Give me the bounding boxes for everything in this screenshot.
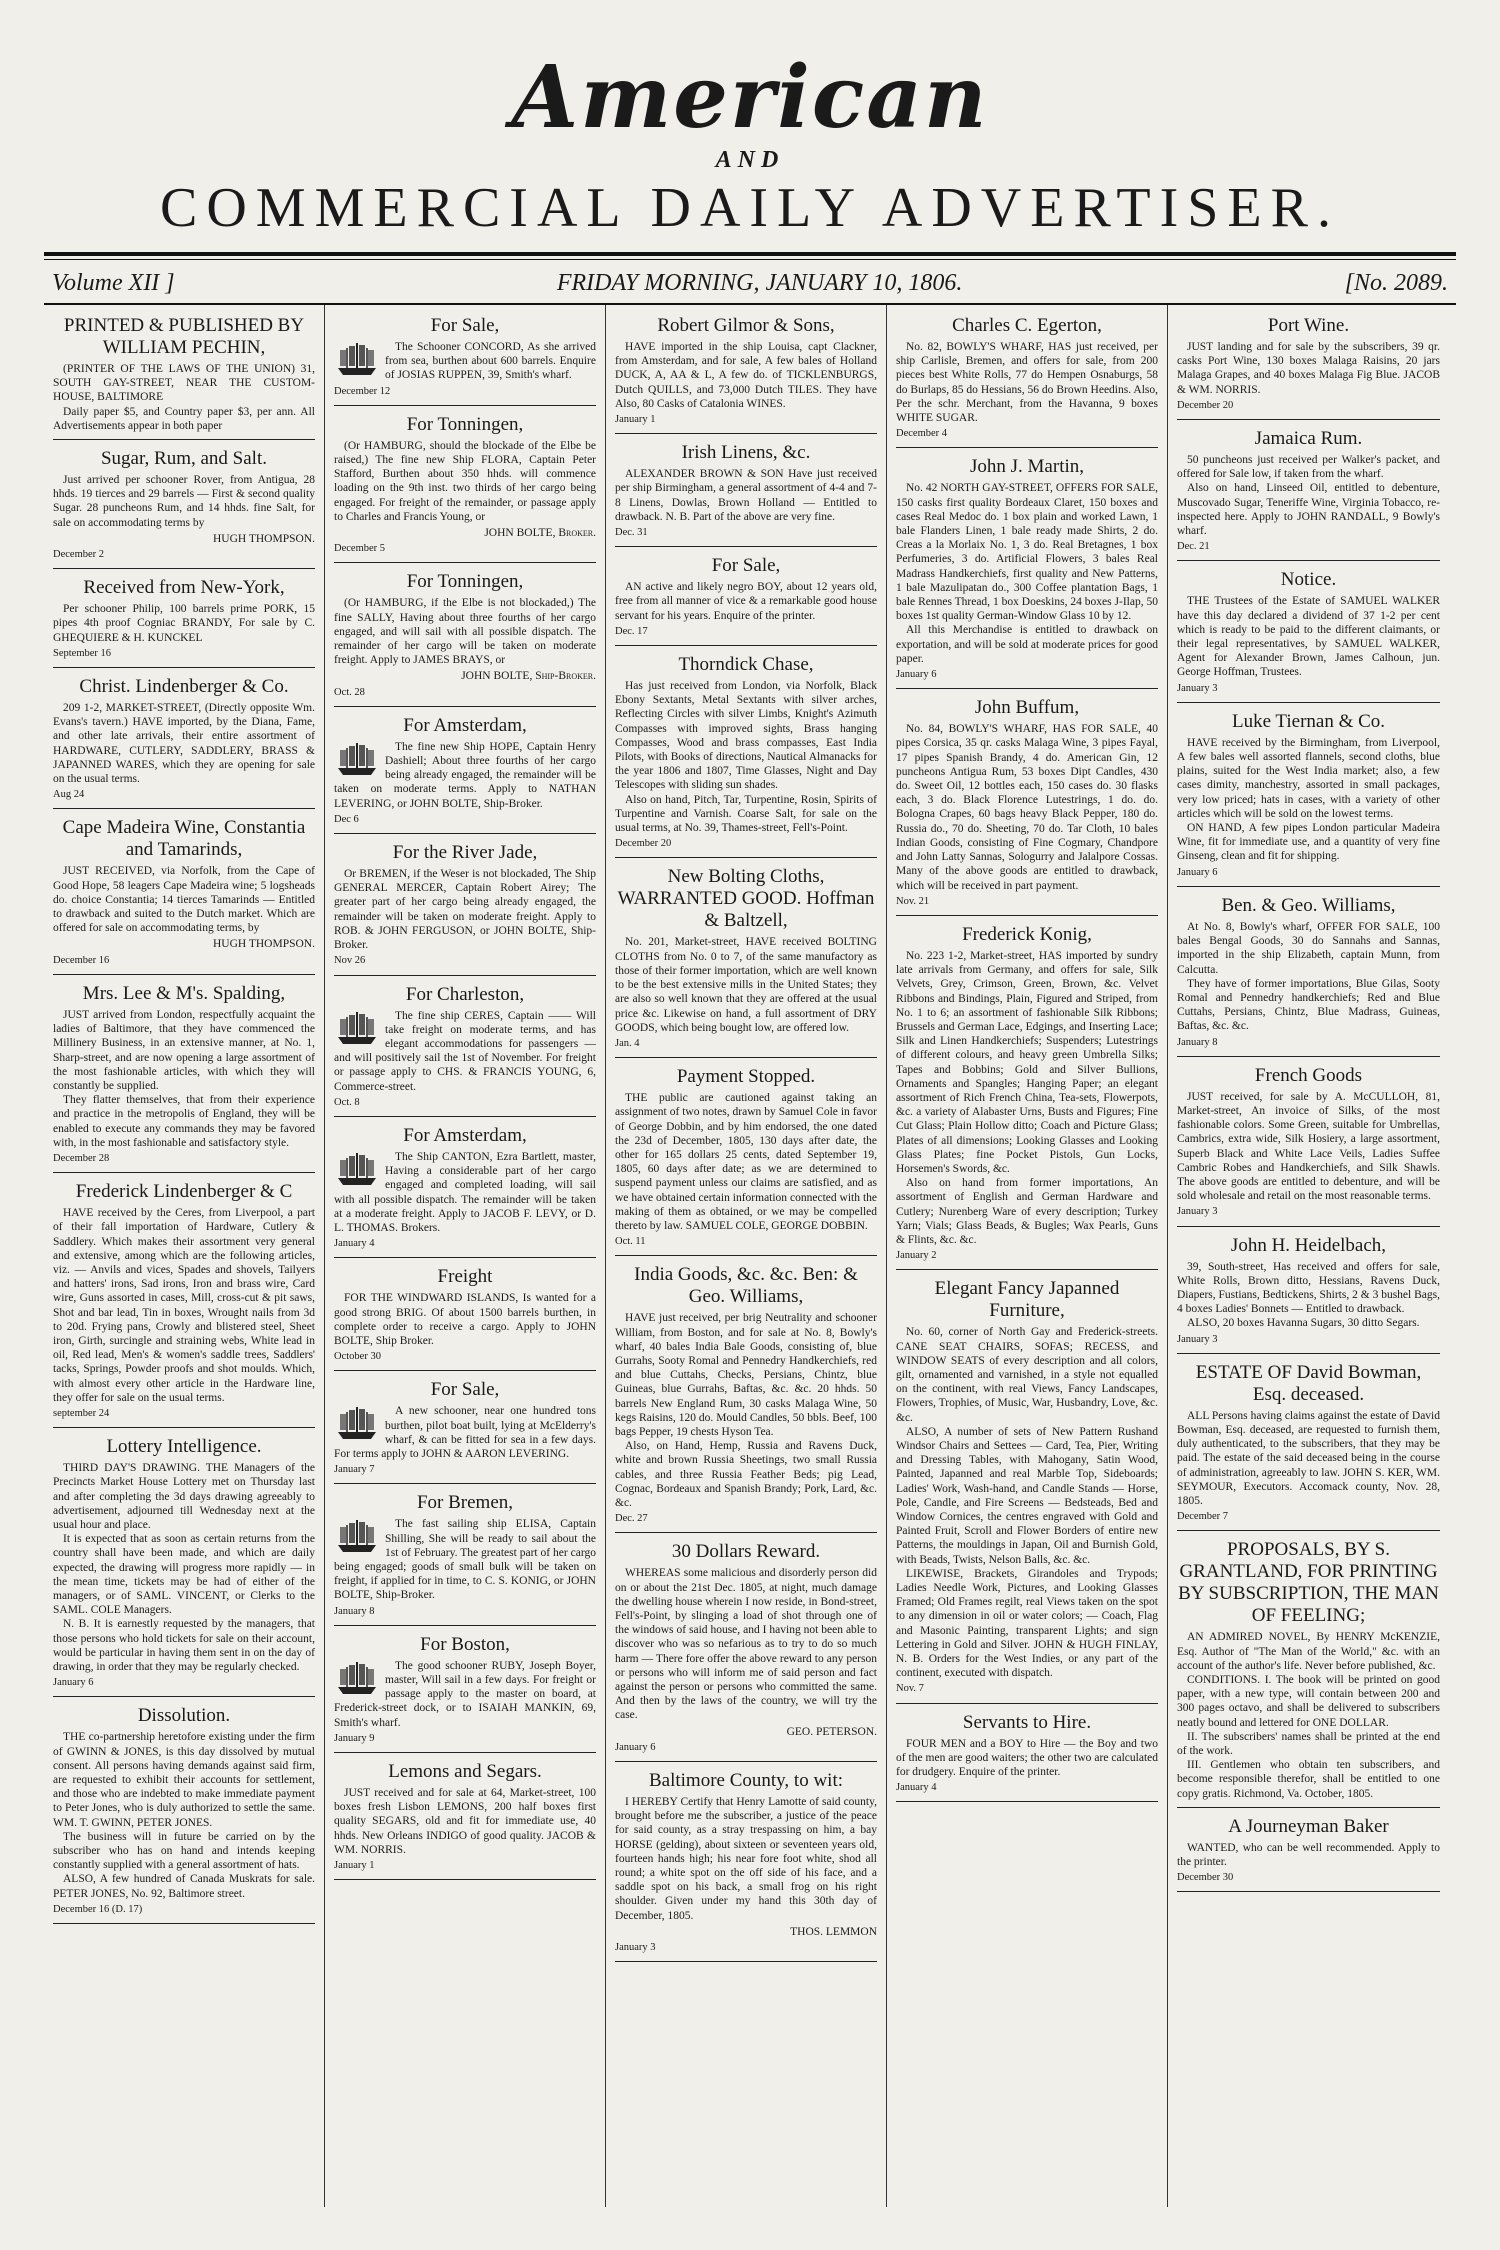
ad-date: Dec 6 (334, 813, 359, 825)
ad-paragraph: ALL Persons having claims against the estate of David Bowman, Esq. deceased, are requested to furnish them, duly authenticated, to the subscribers, that they may be paid. The estate of the said deceased being in the course of administration, agreeably to law. JOHN S. KER, WM. SEYMOUR, Executors. Accomack county, Nov. 28, 1805. (1177, 1409, 1440, 1507)
ad-body (334, 1659, 596, 1730)
ad-paragraph: No. 223 1-2, Market-street, HAS imported by sundry late arrivals from Germany, and offers for sale, Silk Velvets, Grey, Crimson, Green, Brown, &c. Velvet Ribbons and Bindings, Plain, Figured and Striped, from No. 1 to 6; an assortment of fashionable Silk Ribbons; Brussels and German Lace, Edgings, and Inserting Lace; Silk and Linen Handkerchiefs; Suspenders; Lutestrings of different colours, and heavy green Umbrella Silks; Tapes and Bobbins; Gold and Silver Bullions, Ornaments and Spangles; Hanging Paper; an elegant assortment of Rich French China, Tea-sets, Flowerpots, &c. a variety of Alabaster Urns, Busts and Figures; Fine Cut Glass; Plain Hollow ditto; Coach and Picture Glass; Plates of all dimensions; Looking Glasses and Looking Glass Plates; fine Pocket Pistols, Gun Locks, Horsemen's Swords, &c. (896, 949, 1158, 1175)
advertisement (334, 838, 596, 975)
ad-date: January 4 (334, 1238, 375, 1250)
ad-paragraph: THE co-partnership heretofore existing under the firm of GWINN & JONES, is this day dissolved by mutual consent. All persons having demands against said firm, are requested to exhibit their accounts for settlement, and those who are indebted to make immediate payment to Peter Jones, who is duly authorized to settle the same. WM. T. GWINN, PETER JONES. (53, 1731, 315, 1829)
ad-paragraph: The business will in future be carried on by the subscriber who has on hand and intends keeping constantly supplied with a general assortment of hats. (53, 1830, 315, 1872)
column-5 (1168, 305, 1449, 2207)
advertisement (1177, 1812, 1440, 1893)
ad-heading: ESTATE OF David Bowman, Esq. deceased. (1195, 1361, 1422, 1405)
ad-paragraph: III. Gentlemen who obtain ten subscribers, and become responsible therefor, shall be entitled to one copy gratis. Richmond, Va. October, 1805. (1177, 1759, 1440, 1800)
dateline (44, 260, 1456, 303)
advertisement (53, 1177, 315, 1428)
advertisement (896, 1708, 1158, 1803)
ad-body (1177, 920, 1440, 1034)
ad-paragraph: Has just received from London, via Norfolk, Black Ebony Sextants, Metal Sextants with silver arches, Reflecting Circles with silver Limbs, Knight's Azimuth Compasses with improved sights, Brass hanging Compasses, Wood and brass compasses, East India Pilots, with Books of directions, Nautical Almanacks for the year 1806 and 1807, Time Glasses, Night and Day Telescopes with sliding sun shades. (615, 680, 877, 792)
ad-heading: Dissolution. (137, 1705, 231, 1727)
ad-date: Dec. 31 (615, 527, 648, 539)
ad-date: Oct. 11 (615, 1236, 646, 1248)
ad-date: January 8 (334, 1605, 375, 1617)
advertisement (615, 551, 877, 646)
ad-paragraph: JUST received, for sale by A. McCULLOH, 81, Market-street, An invoice of Silks, of the most fashionable colors. Some Green, suitable for Umbrellas, Cambrics, extra wide, Silk Hosiery, a large assortment, Superb Black and White Lace Veils, Ladies Suffee Cambric Robes and Handkerchiefs, and Silk Shawls. The above goods are entitled to debenture, and will be sold wholesale and retail on the most reasonable terms. (1177, 1090, 1440, 1203)
advertisement (615, 862, 877, 1058)
ad-date: January 4 (896, 1782, 937, 1794)
ad-paragraph: No. 82, BOWLY'S WHARF, HAS just received, per ship Carlisle, Bremen, and offers for sale, from 200 pieces best White Rolls, 77 do Hempen Osnaburgs, 58 do Burlaps, 85 do Hessians, 56 do Brown Heedins. Also, Per the schr. Merchant, from the Havanna, 9 boxes WHITE SUGAR. (896, 341, 1158, 425)
ad-date: December 5 (334, 543, 386, 555)
ad-paragraph: Also on hand from former importations, An assortment of English and German Hardware and Cutlery; Nurenberg Ware of every description; Turkey Yarn; Vials; Glass Beads, & Bugles; Wax Pearls, Guns & Flints, &c. &c. (896, 1177, 1158, 1246)
ad-paragraph: AN ADMIRED NOVEL, By HENRY McKENZIE, Esq. Author of "The Man of the World," &c. with an account of the author's life. Never before published, &c. (1177, 1631, 1440, 1672)
ad-date: January 3 (1177, 682, 1218, 694)
ad-date: Aug 24 (53, 789, 85, 801)
ad-paragraph: A new schooner, near one hundred tons burthen, pilot boat built, lying at McElderry's wharf, & can be fitted for sea in a few days. For terms apply to JOHN & AARON LEVERING. (334, 1405, 596, 1460)
advertisement (615, 1537, 877, 1762)
ad-heading: Port Wine. (1267, 315, 1350, 336)
ad-heading: PRINTED & PUBLISHED BY WILLIAM PECHIN, (63, 315, 305, 358)
ad-paragraph: Daily paper $5, and Country paper $3, per ann. All Advertisements appear in both paper (53, 405, 315, 432)
ad-heading: Mrs. Lee & M's. Spalding, (82, 982, 286, 1004)
ad-signature: GEO. PETERSON. (786, 1725, 877, 1738)
ad-paragraph: WANTED, who can be well recommended. Apply to the printer. (1177, 1841, 1440, 1869)
ad-heading: For Tonningen, (406, 571, 524, 593)
ad-heading: For Boston, (420, 1633, 510, 1655)
ad-paragraph: FOUR MEN and a BOY to Hire — the Boy and two of the men are good waiters; the other two are calculated for drudgery. Enquire of the printer. (896, 1737, 1158, 1779)
ad-body (53, 1730, 315, 1900)
advertisement (53, 444, 315, 569)
ad-heading: Luke Tiernan & Co. (1231, 710, 1386, 732)
ad-body (1177, 1630, 1440, 1800)
ad-date: December 30 (1177, 1872, 1234, 1884)
ship-icon (334, 340, 380, 378)
ad-paragraph: II. The subscribers' names shall be printed at the end of the work. (1177, 1730, 1440, 1758)
ad-paragraph: AN active and likely negro BOY, about 12 years old, free from all manner of vice & a remarkable good house servant for his years. Enquire of the printer. (615, 581, 877, 622)
ad-paragraph: The fast sailing ship ELISA, Captain Shilling, She will be ready to sail about the 1st of February. The greatest part of her cargo being engaged; goods of small bulk will be taken on freight, if applied for in time, to C. S. KONIG, or JOHN BOLTE, Ship-Broker. (334, 1518, 596, 1602)
ad-date: January 6 (1177, 866, 1218, 878)
ad-date: January 9 (334, 1732, 375, 1744)
ad-heading: India Goods, &c. &c. Ben: & Geo. Williams, (634, 1264, 858, 1308)
ad-body (53, 602, 315, 645)
ad-heading: John J. Martin, (970, 456, 1084, 478)
ad-paragraph: CONDITIONS. I. The book will be printed on good paper, with a new type, will contain between 200 and 300 pages octavo, and shall be delivered to subscribers neatly bound and lettered for ONE DOLLAR. (1177, 1674, 1440, 1729)
ad-heading: For Charleston, (405, 983, 525, 1005)
ad-body (896, 340, 1158, 425)
advertisement (1177, 1358, 1440, 1532)
ad-body (896, 949, 1158, 1247)
ad-date: september 24 (53, 1407, 110, 1419)
issue-number: [No. 2089. (1344, 270, 1448, 296)
ad-date: December 7 (1177, 1511, 1229, 1523)
ad-date: December 16 (D. 17) (53, 1903, 143, 1915)
advertisement (896, 311, 1158, 448)
ad-heading: John H. Heidelbach, (1230, 1234, 1387, 1256)
ad-date: October 30 (334, 1351, 381, 1363)
ad-heading: PROPOSALS, BY S. GRANTLAND, FOR PRINTING BY SUBSCRIPTION, THE MAN OF FEELING; (1178, 1539, 1439, 1627)
ad-paragraph: JUST landing and for sale by the subscribers, 39 qr. casks Port Wine, 130 boxes Malaga Raisins, 20 jars Malaga Grapes, and 40 boxes Malaga Fig Blue. JACOB & WM. NORRIS. (1177, 341, 1440, 396)
ad-heading: Elegant Fancy Japanned Furniture, (934, 1278, 1120, 1322)
ad-body (1177, 453, 1440, 538)
ad-paragraph: ALSO, 20 boxes Havanna Sugars, 30 ditto Segars. (1187, 1317, 1420, 1330)
ad-heading: Payment Stopped. (676, 1066, 816, 1088)
ad-paragraph: The Ship CANTON, Ezra Bartlett, master, Having a considerable part of her cargo engaged and completed loading, will sail with all possible dispatch. The remainder will be taken at a moderate freight. Apply to JACOB F. LEVY, or D. L. THOMAS. Brokers. (334, 1150, 596, 1234)
ad-date: December 16 (53, 954, 110, 966)
ad-heading: For Sale, (430, 315, 500, 336)
ad-paragraph: Also on hand, Pitch, Tar, Turpentine, Rosin, Spirits of Turpentine and Varnish. Coarse Salt, for sale on the usual terms, at No. 39, Thames-street, Fell's-Point. (615, 793, 877, 835)
ad-body (615, 580, 877, 623)
ad-body (53, 473, 315, 530)
ad-paragraph: JUST arrived from London, respectfully acquaint the ladies of Baltimore, that they have commenced the Millinery Business, in an extensive manner, at No. 1, Sharp-street, and are now opening a large assortment of the most fashionable articles, with which they will constantly be supplied. (53, 1008, 315, 1092)
ad-date: January 3 (615, 1942, 656, 1954)
ad-body (334, 867, 596, 952)
advertisement (334, 1757, 596, 1880)
advertisement (53, 813, 315, 974)
ship-icon (334, 1009, 380, 1047)
ad-body (53, 864, 315, 935)
ad-heading: For the River Jade, (392, 842, 538, 864)
ad-heading: For Tonningen, (406, 413, 524, 435)
ad-paragraph: 50 puncheons just received per Walker's packet, and offered for Sale low, if taken from the wharf. (1177, 454, 1440, 481)
advertisement (896, 920, 1158, 1270)
masthead (44, 47, 1456, 240)
advertisement (334, 980, 596, 1117)
ad-date: Nov. 21 (896, 895, 930, 907)
ad-heading: John Buffum, (974, 697, 1080, 719)
ad-heading: Christ. Lindenberger & Co. (79, 676, 289, 698)
ad-heading: Lemons and Segars. (388, 1761, 542, 1783)
ad-heading: Irish Linens, &c. (681, 442, 811, 464)
ad-heading: Ben. & Geo. Williams, (1221, 894, 1396, 916)
ad-paragraph: JUST received and for sale at 64, Market-street, 100 boxes fresh Lisbon LEMONS, 200 half boxes first quality SEGARS, old and fit for immediate use, 40 hhds. New Orleans INDIGO of good quality. JACOB & WM. NORRIS. (334, 1787, 596, 1856)
ad-body (334, 1150, 596, 1235)
ad-heading: Baltimore County, to wit: (648, 1770, 844, 1792)
ad-heading: Jamaica Rum. (1254, 428, 1363, 450)
ad-paragraph: THE public are cautioned against taking an assignment of two notes, drawn by Samuel Cole in favor of George Dobbin, and by him endorsed, the one dated the 23d of December, 1805, 130 days after date, the other for 165 dollars 25 cents, dated September 19, 1805, 60 days after date; as we are determined to suspend payment unless our claims are satisfied, and as we have obtained certain information connected with the making of them as obtained, or we may be compelled thereto by law. SAMUEL COLE, GEORGE DOBBIN. (615, 1092, 877, 1232)
ad-heading: For Amsterdam, (403, 1124, 527, 1146)
ad-paragraph: The fine ship CERES, Captain —— Will take freight on moderate terms, and has elegant accommodations for passengers — and will positively sail the 1st of November. For freight or passage apply to CHS. & FRANCIS YOUNG, 6, Commerce-street. (334, 1009, 596, 1093)
ad-date: January 1 (615, 414, 656, 426)
ad-heading: For Sale, (430, 1379, 500, 1401)
ad-heading: For Amsterdam, (403, 714, 527, 736)
ad-body (896, 1325, 1158, 1680)
ad-body (896, 481, 1158, 666)
ad-heading: Charles C. Egerton, (952, 315, 1102, 336)
advertisement (1177, 311, 1440, 420)
advertisement (1177, 707, 1440, 887)
advertisement (615, 1260, 877, 1533)
ad-paragraph: The good schooner RUBY, Joseph Boyer, master, Will sail in a few days. For freight or passage apply to the master on board, at Frederick-street dock, or to ISAIAH MANKIN, 69, Smith's wharf. (334, 1659, 596, 1729)
masthead-and: AND (715, 147, 785, 173)
ship-icon (334, 1150, 380, 1188)
ad-paragraph: (Or HAMBURG, should the blockade of the Elbe be raised,) The fine new Ship FLORA, Captain Peter Stafford, Burthen about 350 hhds. will commence loading on the 9th inst. two thirds of her cargo being engaged. For freight of the remainder, or passage apply to Charles and Francis Young, or (334, 439, 596, 523)
ad-body (1177, 736, 1440, 864)
advertisement (334, 1121, 596, 1258)
ad-heading: 30 Dollars Reward. (671, 1541, 821, 1563)
ad-body (334, 1009, 596, 1094)
advertisement (1177, 565, 1440, 702)
advertisement (615, 1766, 877, 1962)
ad-body (334, 340, 596, 383)
volume-number: Volume XII ] (52, 270, 175, 296)
ad-body (615, 679, 877, 835)
ad-date: December 2 (53, 549, 105, 561)
ad-heading: Frederick Lindenberger & C (75, 1181, 293, 1203)
ad-heading: A Journeyman Baker (1228, 1815, 1389, 1837)
ad-signature: JOHN BOLTE, Ship-Broker. (461, 670, 596, 683)
advertisement (334, 311, 596, 406)
masthead-title: American (511, 47, 989, 148)
advertisement (334, 1488, 596, 1625)
ad-body (615, 467, 877, 524)
ad-paragraph: All this Merchandise is entitled to drawback on exportation, and will be sold at moderate prices for good paper. (896, 624, 1158, 665)
advertisement (615, 438, 877, 547)
ad-date: December 20 (615, 838, 672, 850)
ad-body (1177, 1841, 1440, 1869)
ad-body (615, 1311, 877, 1510)
ad-heading: New Bolting Cloths, WARRANTED GOOD. Hoffman & Baltzell, (617, 866, 875, 932)
ad-paragraph: 39, South-street, Has received and offers for sale, White Rolls, Brown ditto, Hessians, Ravens Duck, Diapers, Fustians, Bedtickens, Shirts, 2 & 3 bushel Bags, 4 boxes Ladies' Bonnets — Entitled to drawback. (1177, 1260, 1440, 1316)
advertisement (334, 410, 596, 564)
advertisement (896, 693, 1158, 916)
ad-paragraph: Also, on Hand, Hemp, Russia and Ravens Duck, white and brown Russia Sheetings, two small Russia cables, and three Russia Feather Beds; pig Lead, Cognac, Bordeaux and Spanish Brandy; Pork, Lard, &c. &c. (615, 1440, 877, 1509)
ad-paragraph: They flatter themselves, that from their experience and practice in the metropolis of England, they will be enabled to execute any commands they may be favored with, in the most fashionable and satisfactory style. (53, 1094, 315, 1149)
ad-date: January 6 (53, 1677, 94, 1689)
ad-paragraph: N. B. It is earnestly requested by the managers, that those persons who hold tickets for sale on their account, would be particular in having them sent in on the day of drawing, in order that they may be regularly checked. (53, 1618, 315, 1674)
ad-paragraph: Also on hand, Linseed Oil, entitled to debenture, Muscovado Sugar, Teneriffe Wine, Virginia Tobacco, re-inspected here. Apply to JOHN RANDALL, 9 Bowly's wharf. (1177, 482, 1440, 538)
ad-body (334, 439, 596, 524)
advertisement (53, 311, 315, 440)
ad-paragraph: HAVE imported in the ship Louisa, capt Clackner, from Amsterdam, and for sale, A few bales of Holland DUCK, A, AA & L, A few do. of TICKLENBURGS, Dutch QUILLS, and 73,000 Dutch TILES. They have Also, 80 Casks of Catalonia WINES. (615, 341, 877, 410)
ship-icon (334, 740, 380, 778)
ad-paragraph: THIRD DAY'S DRAWING. THE Managers of the Precincts Market House Lottery met on Thursday last and after completing the 3d days drawing agreeably to advertisement, adjourned till Wednesday next at the usual hour and place. (53, 1462, 315, 1531)
ad-paragraph: No. 60, corner of North Gay and Frederick-streets. CANE SEAT CHAIRS, SOFAS; RECESS, and WINDOW SEATS of every description and all colors, gilt, ornamented and varnished, in a style not equalled on the continent, with real Views, Fancy Landscapes, Flowers, Trophies, of Music, War, Husbandry, Love, &c. &c. (896, 1326, 1158, 1424)
ship-icon (334, 1659, 380, 1697)
ad-body (53, 1461, 315, 1674)
ad-paragraph: 209 1-2, MARKET-STREET, (Directly opposite Wm. Evans's tavern.) HAVE imported, by the Diana, Fame, and other late arrivals, their entire assortment of HARDWARE, CUTLERY, SADDLERY, BRASS & JAPANNED WARES, which they are opening for sale on the usual terms. (53, 702, 315, 786)
advertisement (334, 1630, 596, 1753)
advertisement (53, 672, 315, 809)
ad-body (615, 935, 877, 1034)
ad-date: December 4 (896, 428, 948, 440)
ad-date: Nov 26 (334, 955, 366, 967)
ship-icon (334, 1517, 380, 1555)
advertisement (53, 1432, 315, 1697)
ad-paragraph: I HEREBY Certify that Henry Lamotte of said county, brought before me the subscriber, a justice of the peace for said county, as a stray trespassing on him, a bay HORSE (gelding), about sixteen or seventeen years old, fourteen hands high; his near fore foot white, shod all round; a white spot on the off side of his face, and a saddle spot on his back, a small frog on his right shoulder. Given under my hand this 30th day of December, 1805. (615, 1796, 877, 1922)
ad-paragraph: No. 201, Market-street, HAVE received BOLTING CLOTHS from No. 0 to 7, of the same manufactory as those of their former importation, which are well known to be the best extensive mills in the United States; they are also so well known that they are offered at the usual price &c. Likewise on hand, a full assortment of DRY GOODS, which being bought low, are offered low. (615, 936, 877, 1034)
ad-date: Dec. 21 (1177, 541, 1210, 553)
ad-date: Oct. 28 (334, 686, 365, 698)
ad-body (615, 1795, 877, 1923)
advertisement (334, 1262, 596, 1371)
ad-body (334, 1291, 596, 1348)
advertisement (1177, 1535, 1440, 1807)
ad-paragraph: Per schooner Philip, 100 barrels prime PORK, 15 pipes 4th proof Cogniac BRANDY, For sale by C. GHEQUIERE & H. KUNCKEL (53, 603, 315, 644)
ad-heading: French Goods (1254, 1064, 1363, 1086)
ad-heading: Freight (437, 1266, 493, 1288)
ad-body (615, 1566, 877, 1722)
ad-date: January 3 (1177, 1206, 1218, 1218)
ad-paragraph: It is expected that as soon as certain returns from the country shall have been made, and which are daily expected, the drawing will progress more rapidly — in the mean time, tickets may be had of either of the managers, or of SAML. VINCENT, or Clerks to the SAML. COLE Managers. (53, 1533, 315, 1617)
ad-paragraph: HAVE received by the Ceres, from Liverpool, a part of their fall importation of Hardware, Cutlery & Saddlery. Which makes their assortment very general and extensive, among which are the following articles, viz. — Anvils and vices, Spades and shovels, Tailyers and hatters' irons, Sad irons, Iron and brass wire, Card wire, Guns assorted in cases, Mill, cross-cut & pit saws, Shot and bar lead, Tin in boxes, Wrought nails from 3d to 20d. Frying pans, Crowly and blistered steel, Sheet iron, Girth, surcingle and straining webs, White lead in oil, Red lead, Men's & women's saddle trees, Saddlers' tacks, Springs, Powder proofs and shot moulds. Which, with almost every other article in the Hardware line, they offer for sale on the usual terms. (53, 1207, 315, 1404)
ad-paragraph: HAVE just received, per brig Neutrality and schooner William, from Boston, and for sale at No. 8, Bowly's wharf, 40 bales India Bale Goods, consisting of, blue Gurrahs, Sooty Romal and Pennedry Handkerchiefs, red and blue Cuttahs, Checks, Persians, Chintz, blue Guineas, blue Gurrahs, Baftas, &c. &c. 20 hhds. 50 barrels New England Rum, 30 casks Malaga Wine, 50 kegs Raisins, 120 do. Mould Candles, 50 bbls. Beef, 100 bags Pepper, 19 chests Hyson Tea. (615, 1312, 877, 1438)
ship-icon (334, 1404, 380, 1442)
ad-body (334, 1786, 596, 1857)
advertisement (615, 650, 877, 858)
advertisement (1177, 424, 1440, 561)
ad-paragraph: ALSO, A number of sets of New Pattern Rushand Windsor Chairs and Settees — Card, Tea, Pier, Writing and Dressing Tables, with Mahogany, Satin Wood, Painted, Japanned and real Marble Top, Sideboards; Ladies' Work, Wash-hand, and Candle Stands — Horse, Pole, Candle, and Fire Screens — Bedsteads, Bed and Window Cornices, the centres engraved with Gold and Painted Fruit, Scroll and Flower Borders of entire new Patterns, the mouldings in Japan, Oil and Burnish Gold, with Beads, Twists, Nelson Balls, &c. &c. (896, 1425, 1158, 1566)
ad-paragraph: ALEXANDER BROWN & SON Have just received per ship Birmingham, a general assortment of 4-4 and 7-8 Linens, Dowlas, Brown Holland — Entitled to drawback. N. B. Part of the above are very fine. (615, 468, 877, 523)
column-1 (44, 305, 325, 2207)
advertisement (53, 979, 315, 1173)
ad-paragraph: JUST RECEIVED, via Norfolk, from the Cape of Good Hope, 58 leagers Cape Madeira wine; 5 logsheads do. choice Constantia; 14 tierces Tamarinds — Entitled to drawback and suited to the Dutch market. Which are offered for sale on accommodating terms, by (53, 865, 315, 935)
column-3 (606, 305, 887, 2207)
ad-signature: HUGH THOMPSON. (212, 532, 315, 545)
masthead-rule (44, 252, 1456, 256)
ad-date: January 8 (1177, 1036, 1218, 1048)
advertisement (334, 1375, 596, 1484)
ad-body (53, 701, 315, 786)
ad-signature: JOHN BOLTE, Broker. (484, 527, 596, 540)
ad-paragraph: The Schooner CONCORD, As she arrived from sea, burthen about 600 barrels. Enquire of JOSIAS RUPPEN, 39, Smith's wharf. (385, 341, 596, 382)
ad-date: January 2 (896, 1250, 937, 1262)
ad-paragraph: At No. 8, Bowly's wharf, OFFER FOR SALE, 100 bales Bengal Goods, 30 do Sannahs and Sannas, imported in the ship Elizabeth, captain Munn, from Calcutta. (1177, 920, 1440, 976)
column-2 (325, 305, 606, 2207)
ad-body (53, 362, 315, 433)
ad-body (615, 340, 877, 411)
ad-body (896, 722, 1158, 892)
ad-date: January 3 (1177, 1333, 1218, 1345)
ad-heading: Sugar, Rum, and Salt. (100, 448, 267, 470)
ad-paragraph: ALSO, A few hundred of Canada Muskrats for sale. PETER JONES, No. 92, Baltimore street. (53, 1873, 315, 1900)
ad-body (334, 596, 596, 667)
ad-heading: Received from New-York, (83, 577, 285, 599)
ad-paragraph: (PRINTER OF THE LAWS OF THE UNION) 31, SOUTH GAY-STREET, NEAR THE CUSTOM-HOUSE, BALTIMORE (53, 363, 315, 404)
issue-date: FRIDAY MORNING, JANUARY 10, 1806. (556, 270, 963, 296)
ad-paragraph: Just arrived per schooner Rover, from Antigua, 28 hhds. 19 tierces and 29 barrels — First & second quality Sugar. 28 puncheons Rum, and 14 hhds. fine Salt, for sale on accommodating terms by (53, 474, 315, 529)
ad-body (334, 740, 596, 811)
ad-heading: For Sale, (711, 555, 781, 577)
ad-paragraph: HAVE received by the Birmingham, from Liverpool, A few bales well assorted flannels, second cloths, blue plains, suited for the West India market; also, a few cases dimity, manchestry, assorted in small packages, very low priced; hats in cases, with a variety of other articles which will be sold on the lowest terms. (1177, 736, 1440, 820)
ad-paragraph: ON HAND, A few pipes London particular Madeira Wine, fit for immediate use, and a quantity of very fine Ginseng, clean and fit for shipping. (1177, 822, 1440, 863)
ad-date: January 6 (896, 669, 937, 681)
advertisement (896, 452, 1158, 689)
ad-heading: Cape Madeira Wine, Constantia and Tamarinds, (62, 817, 306, 861)
ad-body (334, 1404, 596, 1461)
ad-date: Dec. 27 (615, 1513, 648, 1525)
ad-body (1177, 1409, 1440, 1508)
ad-date: September 16 (53, 647, 112, 659)
advertisement (53, 573, 315, 668)
advertisement (615, 1062, 877, 1256)
ad-date: December 20 (1177, 399, 1234, 411)
ad-heading: Thorndick Chase, (678, 654, 814, 676)
ad-date: December 28 (53, 1152, 110, 1164)
advertisement (334, 711, 596, 834)
ad-body (53, 1206, 315, 1405)
column-4 (887, 305, 1168, 2207)
ad-body (1177, 1090, 1440, 1204)
ad-body (1177, 340, 1440, 397)
columns (44, 303, 1456, 2207)
ad-date: January 7 (334, 1464, 375, 1476)
ad-body (53, 1008, 315, 1150)
ad-heading: For Bremen, (416, 1492, 514, 1514)
ad-paragraph: No. 42 NORTH GAY-STREET, OFFERS FOR SALE, 150 casks first quality Bordeaux Claret, 150 boxes and cases Real Medoc do. 1 box plain and worked Lawn, 1 bale Flanders Linen, 1 bale ready made Shirts, 2 do. Creas a la Morlaix No. 1, 3 do. Real Bretagnes, 1 box Perfumeries, 3 do. Artificial Flowers, 3 bales Real Madrass Handkerchiefs, first quality and New Patterns, 1 bale Mazulipatan do., 300 Coffee plantation Bags, 1 bale Rennes Thread, 1 box Doeskins, 24 boxes J-Ilap, 50 boxes 1st quality German-Window Glass 10 by 12. (896, 482, 1158, 623)
ad-paragraph: The fine new Ship HOPE, Captain Henry Dashiell; About three fourths of her cargo being already engaged, the remainder will be taken on moderate terms. Apply to NATHAN LEVERING, or JOHN BOLTE, Ship-Broker. (334, 740, 596, 810)
ad-date: Dec. 17 (615, 625, 648, 637)
ad-body (896, 1737, 1158, 1780)
advertisement (1177, 1061, 1440, 1227)
advertisement (334, 567, 596, 706)
ad-body (1177, 1260, 1440, 1331)
ad-body (1177, 594, 1440, 679)
ad-date: Jan. 4 (615, 1037, 640, 1049)
advertisement (1177, 891, 1440, 1057)
ad-signature: HUGH THOMPSON. (212, 938, 315, 951)
ad-date: December 12 (334, 385, 391, 397)
advertisement (896, 1274, 1158, 1703)
ad-heading: Notice. (1280, 569, 1337, 591)
ad-paragraph: They have of former importations, Blue Gilas, Sooty Romal and Pennedry handkerchiefs; Red and Blue Cuttahs, Persians, Chintz, Blue Madrass, Guineas, Baftas, &c. &c. (1177, 977, 1440, 1033)
ad-heading: Lottery Intelligence. (106, 1436, 262, 1458)
advertisement (53, 1701, 315, 1924)
ad-signature: THOS. LEMMON (790, 1925, 877, 1938)
ad-paragraph: Or BREMEN, if the Weser is not blockaded, The Ship GENERAL MERCER, Captain Robert Airey; The greater part of her cargo being already engaged, the remainder will be taken on moderate freight. Apply to ROB. & JOHN FERGUSON, or JOHN BOLTE, Ship-Broker. (334, 868, 596, 952)
advertisement (615, 311, 877, 434)
ad-date: January 1 (334, 1860, 375, 1872)
ad-heading: Servants to Hire. (962, 1711, 1092, 1733)
ad-date: January 6 (615, 1741, 656, 1753)
ad-paragraph: (Or HAMBURG, if the Elbe is not blockaded,) The fine SALLY, Having about three fourths of her cargo engaged, and will sail with all possible dispatch. The remainder of her cargo will be taken on moderate freight. Apply to JAMES BRAYS, or (334, 597, 596, 667)
advertisement (1177, 1231, 1440, 1354)
ad-paragraph: WHEREAS some malicious and disorderly person did on or about the 21st Dec. 1805, at night, much damage the dwelling house wherein I now reside, in Bond-street, Fell's-Point, by slinging a load of shot through one of the windows of said house, and I having not been able to discover who was so nefarious as to try to do so much harm — There fore offer the above reward to any person or persons who will inform me of said person and fact against the person or persons who committed the same. And then by the laws of the country, we will try the case. (615, 1567, 877, 1722)
ad-body (334, 1517, 596, 1602)
ad-body (615, 1091, 877, 1233)
ad-heading: Robert Gilmor & Sons, (657, 315, 835, 336)
ad-paragraph: FOR THE WINDWARD ISLANDS, Is wanted for a good strong BRIG. Of about 1500 barrels burthen, in complete order to receive a cargo. Apply to JOHN BOLTE, Ship Broker. (334, 1292, 596, 1347)
masthead-subtitle: COMMERCIAL DAILY ADVERTISER. (160, 177, 1340, 239)
ad-paragraph: No. 84, BOWLY'S WHARF, HAS FOR SALE, 40 pipes Corsica, 35 qr. casks Malaga Wine, 3 pipes Fayal, 17 pipes Spanish Brandy, 4 do. American Gin, 12 puncheons Antigua Rum, 53 boxes Dipt Candles, 430 do. Sweet Oil, 12 bottles each, 150 cases do. 30 flasks each, 3 do. Black Florence Lutestrings, 1 do. do. Bologna Crapes, 60 bags heavy Black Pepper, 180 do. Russia do., 70 do. Sheeting, 70 do. Tar Cloth, 10 bales Indian Goods, consisting of Fine Cogmary, Chandpore and John Latty Sannas, Sologurry and Jalalpore Cossas. Many of the above goods are entitled to drawback, which will be received in part payment. (896, 723, 1158, 892)
ad-date: Nov. 7 (896, 1683, 924, 1695)
ad-date: Oct. 8 (334, 1096, 360, 1108)
ad-paragraph: LIKEWISE, Brackets, Girandoles and Trypods; Ladies Needle Work, Pictures, and Looking Glasses Framed; Old Frames regilt, real Views taken on the spot to any dimension in oil or water colors; — Coach, Flag and Masonic Painting, transparent Lights; and sign Lettering in Gold and Silver. JOHN & HUGH FINLAY, N. B. Orders for the West Indies, or any part of the continent, executed with dispatch. (896, 1567, 1158, 1680)
ad-heading: Frederick Konig, (962, 923, 1092, 945)
ad-paragraph: THE Trustees of the Estate of SAMUEL WALKER have this day declared a dividend of 37 1-2 per cent which is ready to be paid to the different claimants, or their legal representatives, by SAMUEL WALKER, Agent for Alexander Brown, James Calhoun, jun. George Hoffman, Trustees. (1177, 595, 1440, 679)
